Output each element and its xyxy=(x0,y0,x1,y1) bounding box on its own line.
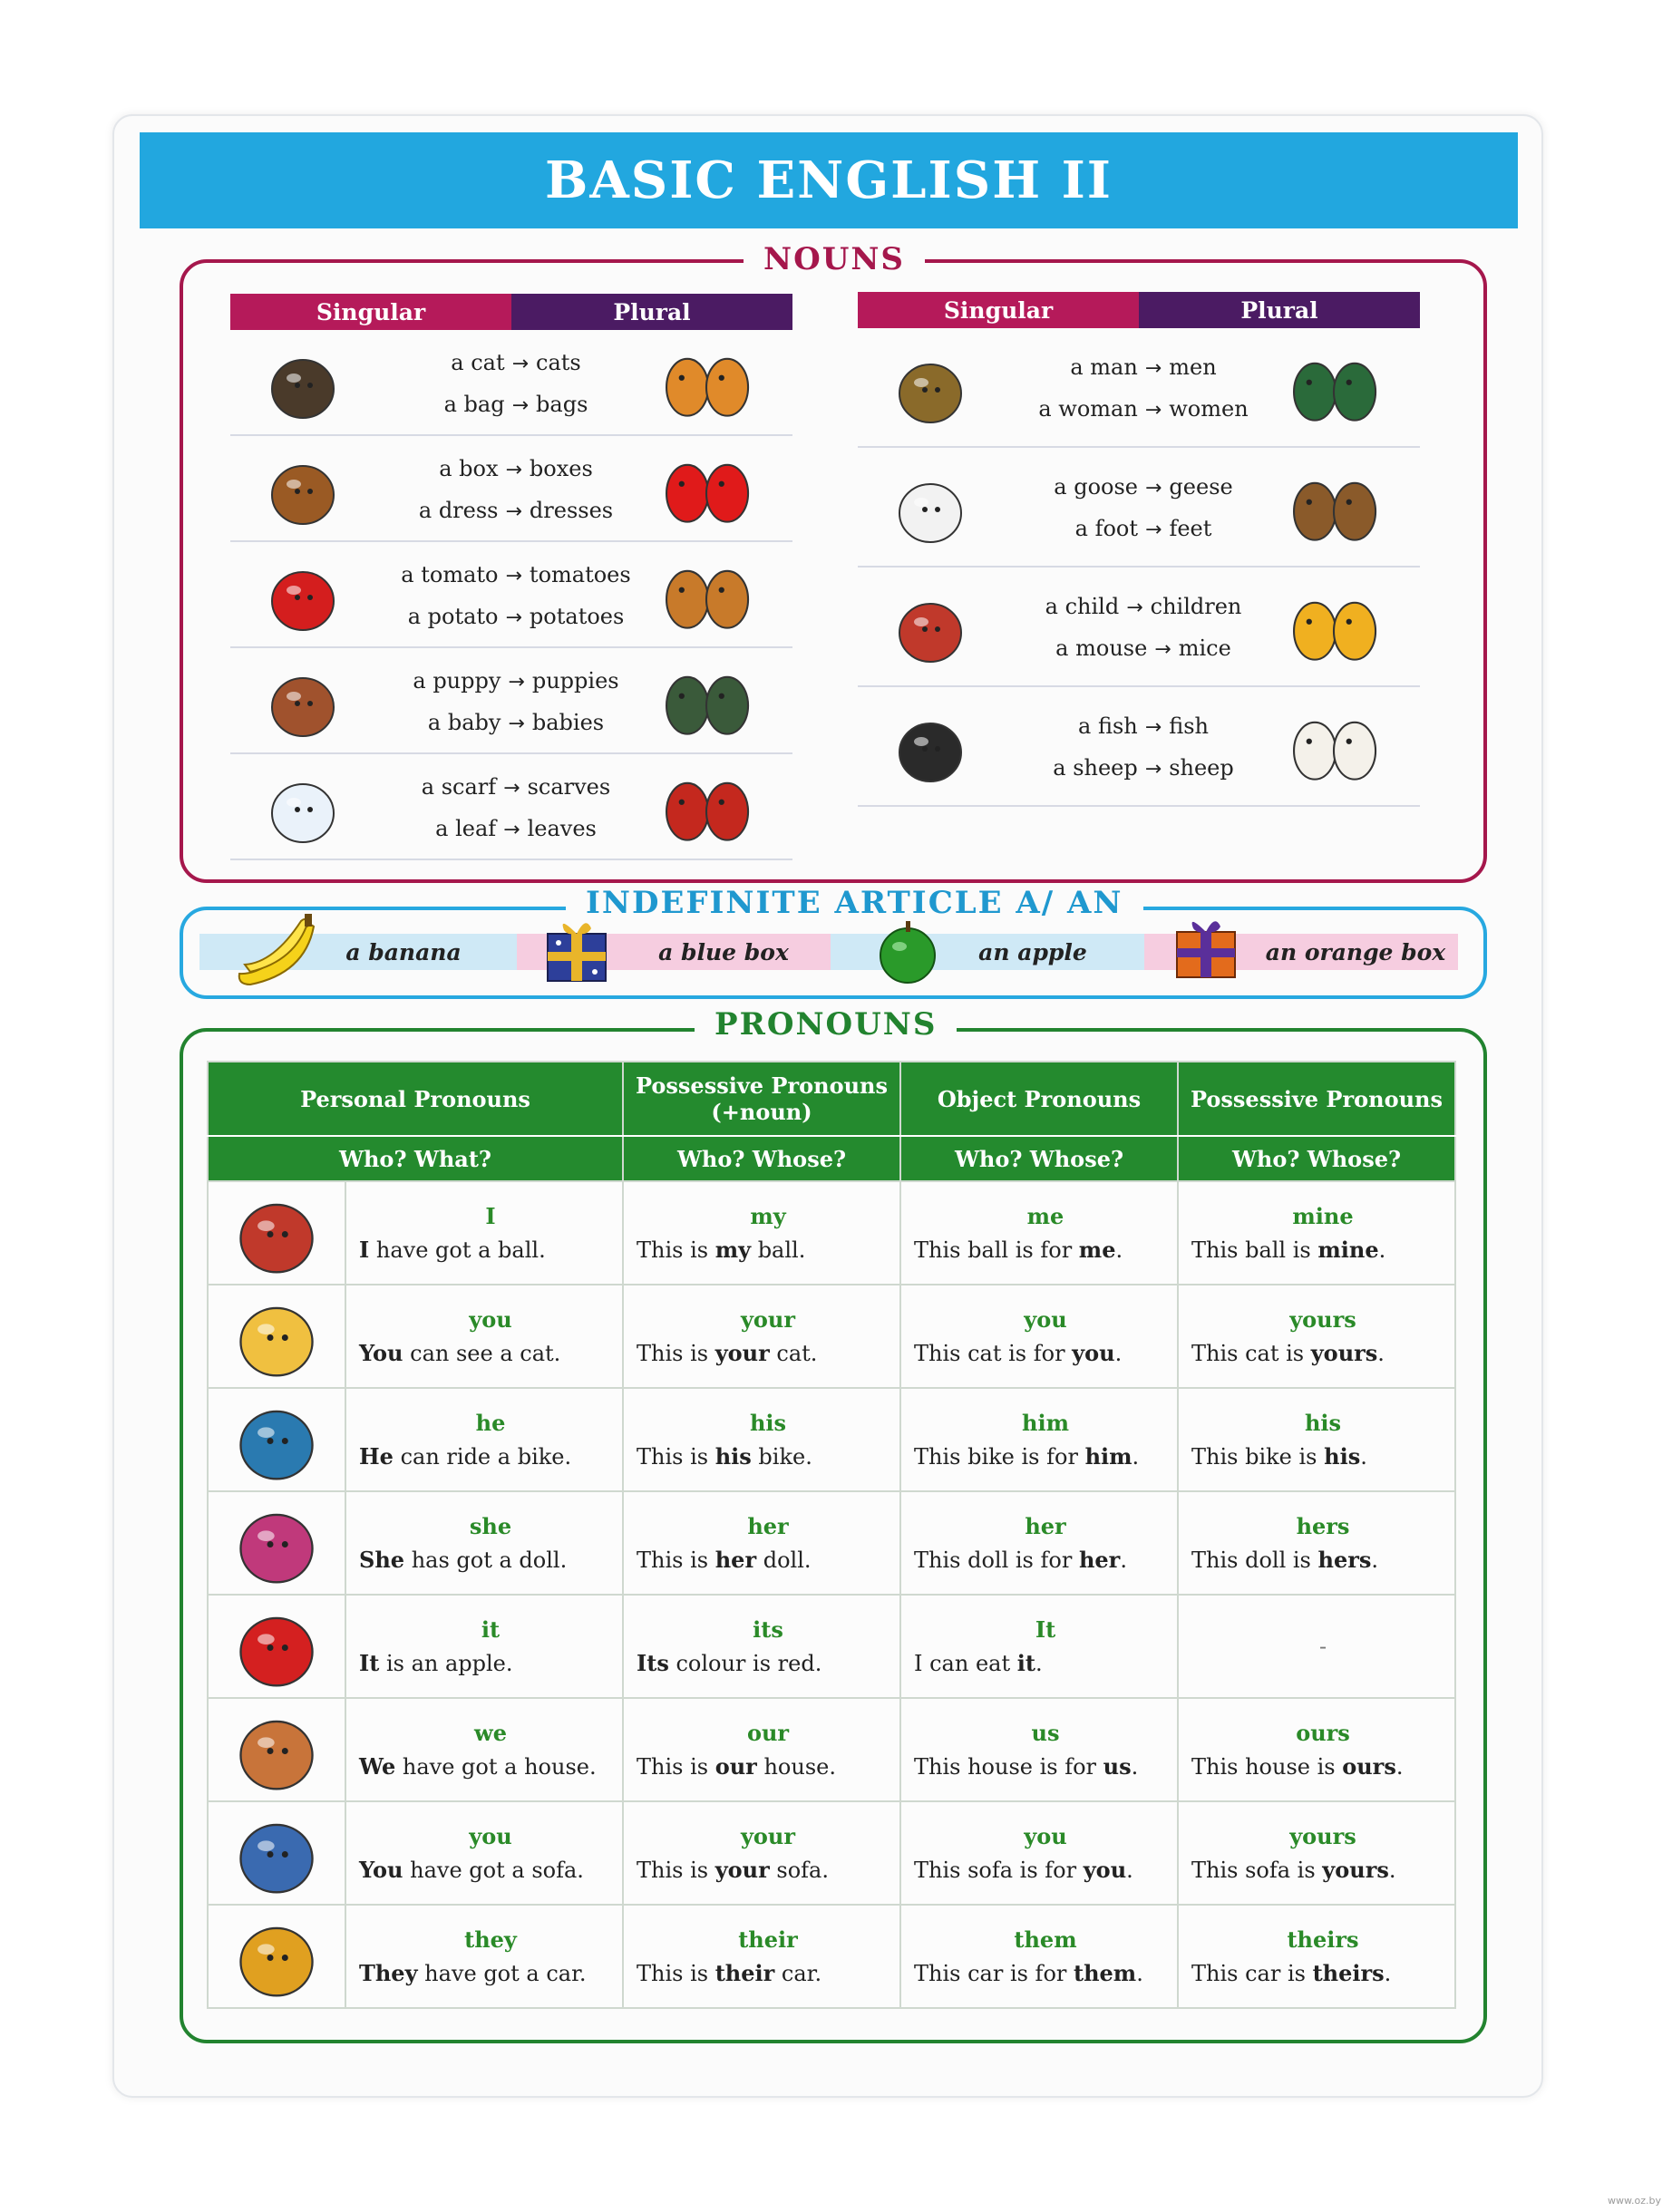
pronoun-example: They have got a car. xyxy=(359,1960,587,1986)
pronoun-keyword: I xyxy=(485,1203,496,1229)
pronoun-keyword: theirs xyxy=(1287,1926,1359,1953)
nouns-right-table xyxy=(858,292,1420,807)
arrow-right-icon: → xyxy=(1144,477,1162,500)
pronoun-row xyxy=(208,1595,1455,1698)
noun-row xyxy=(858,568,1420,687)
pronoun-cell xyxy=(900,1388,1178,1491)
noun-singular: a child xyxy=(1045,594,1120,619)
noun-singular: a leaf xyxy=(435,815,497,841)
noun-plural: potatoes xyxy=(529,603,625,629)
noun-plural: geese xyxy=(1169,474,1233,500)
tomato-icon xyxy=(258,556,348,634)
children-cat-icon xyxy=(222,1289,331,1380)
pronoun-example: I can eat it. xyxy=(914,1650,1043,1676)
noun-row xyxy=(858,448,1420,568)
arrow-right-icon: → xyxy=(505,458,522,481)
noun-plural: scarves xyxy=(527,773,611,800)
pronoun-example: He can ride a bike. xyxy=(359,1443,572,1470)
pronoun-example: This is my ball. xyxy=(637,1237,806,1263)
noun-pair xyxy=(994,347,1293,389)
family-house-icon xyxy=(222,1703,331,1793)
pronoun-keyword: your xyxy=(740,1306,796,1333)
noun-singular: a potato xyxy=(407,603,499,629)
arrow-right-icon: → xyxy=(1154,638,1171,661)
pronoun-cell xyxy=(1178,1181,1455,1285)
col-question-possessive: Who? Whose? xyxy=(1178,1136,1455,1181)
pronoun-cell xyxy=(1178,1491,1455,1595)
pronoun-example: This house is for us. xyxy=(914,1753,1139,1780)
empty-dash: - xyxy=(1318,1634,1327,1659)
col-title-object: Object Pronouns xyxy=(900,1062,1178,1136)
noun-singular: a box xyxy=(439,455,499,481)
pronoun-keyword: it xyxy=(481,1616,501,1643)
pronoun-cell xyxy=(623,1181,900,1285)
pronoun-example: This bike is for him. xyxy=(914,1443,1140,1470)
pronoun-example: This cat is yours. xyxy=(1191,1340,1385,1366)
pronoun-example: This is their car. xyxy=(637,1960,822,1986)
noun-pairs xyxy=(366,343,666,426)
noun-plural: fish xyxy=(1169,713,1209,739)
noun-singular: a goose xyxy=(1054,474,1138,500)
noun-plural: leaves xyxy=(527,815,597,841)
pronoun-cell xyxy=(345,1285,623,1388)
pronoun-keyword: mine xyxy=(1292,1203,1354,1229)
child-icon xyxy=(885,587,976,665)
pronoun-cell xyxy=(623,1285,900,1388)
noun-singular: a baby xyxy=(427,709,501,735)
col-question-possessive-noun: Who? Whose? xyxy=(623,1136,900,1181)
noun-singular: a man xyxy=(1070,354,1138,380)
noun-pairs xyxy=(994,467,1293,550)
noun-singular: a foot xyxy=(1074,516,1138,541)
noun-plural: women xyxy=(1169,396,1249,422)
pronoun-cell xyxy=(623,1801,900,1905)
pronoun-example: This sofa is for you. xyxy=(914,1857,1133,1883)
pronoun-keyword: you xyxy=(469,1823,512,1849)
noun-plural: sheep xyxy=(1169,755,1234,781)
articles-heading: INDEFINITE ARTICLE A/ AN xyxy=(566,885,1143,921)
noun-pair xyxy=(366,703,666,744)
girl-doll-icon xyxy=(222,1496,331,1586)
pronoun-cell xyxy=(345,1388,623,1491)
arrow-right-icon: → xyxy=(1145,519,1162,541)
noun-pairs xyxy=(994,347,1293,431)
nouns-left-header xyxy=(230,294,792,330)
article-an-apple: an apple xyxy=(831,934,1144,970)
pronoun-cell xyxy=(623,1698,900,1801)
pronoun-example: This doll is for her. xyxy=(914,1547,1127,1573)
arrow-right-icon: → xyxy=(505,564,522,587)
pronoun-cell xyxy=(1178,1285,1455,1388)
pronoun-row xyxy=(208,1181,1455,1285)
pronoun-keyword: you xyxy=(469,1306,512,1333)
article-a-banana: a banana xyxy=(199,934,517,970)
pronoun-example: This cat is for you. xyxy=(914,1340,1123,1366)
noun-row xyxy=(230,436,792,542)
pronoun-keyword: my xyxy=(750,1203,786,1229)
noun-plural: boxes xyxy=(529,455,593,481)
pronoun-example: It is an apple. xyxy=(359,1650,513,1676)
noun-pair xyxy=(994,389,1293,431)
pronoun-keyword: he xyxy=(475,1410,506,1436)
noun-pair xyxy=(366,661,666,703)
noun-plural: tomatoes xyxy=(529,561,631,587)
pronoun-cell xyxy=(345,1698,623,1801)
pronoun-keyword: your xyxy=(740,1823,796,1849)
pronoun-cell xyxy=(623,1595,900,1698)
noun-plural: puppies xyxy=(531,667,619,694)
pronoun-picture xyxy=(208,1595,345,1698)
bag-icon xyxy=(258,344,348,422)
pronoun-cell xyxy=(623,1905,900,2008)
pronoun-example: This is your cat. xyxy=(637,1340,818,1366)
noun-pair xyxy=(366,767,666,809)
noun-singular: a mouse xyxy=(1055,635,1148,661)
arrow-right-icon: → xyxy=(1126,597,1143,619)
pronoun-example: We have got a house. xyxy=(359,1753,597,1780)
pronoun-example: You have got a sofa. xyxy=(359,1857,584,1883)
pronoun-picture xyxy=(208,1388,345,1491)
col-question-object: Who? Whose? xyxy=(900,1136,1178,1181)
pronouns-question-row xyxy=(208,1136,1455,1181)
arrow-right-icon: → xyxy=(511,352,530,375)
pronoun-example: This is his bike. xyxy=(637,1443,812,1470)
pronoun-picture xyxy=(208,1698,345,1801)
singular-label: Singular xyxy=(230,294,511,330)
pronoun-row xyxy=(208,1285,1455,1388)
nouns-heading: NOUNS xyxy=(744,241,925,277)
noun-plural: men xyxy=(1169,354,1217,380)
pronoun-cell xyxy=(345,1595,623,1698)
pronoun-example: This doll is hers. xyxy=(1191,1547,1379,1573)
pronoun-cell xyxy=(345,1801,623,1905)
noun-pairs xyxy=(366,449,666,532)
pronoun-keyword: her xyxy=(747,1513,789,1539)
arrow-right-icon: → xyxy=(505,606,522,629)
noun-pair xyxy=(366,809,666,850)
noun-pairs xyxy=(994,587,1293,670)
noun-pairs xyxy=(366,767,666,850)
pronoun-cell xyxy=(900,1905,1178,2008)
pronoun-example: This sofa is yours. xyxy=(1191,1857,1396,1883)
noun-pairs xyxy=(366,555,666,638)
noun-singular: a tomato xyxy=(401,561,499,587)
pronoun-cell xyxy=(1178,1801,1455,1905)
arrow-right-icon: → xyxy=(1144,357,1162,380)
orange-box-icon xyxy=(1170,912,1242,981)
pronoun-row xyxy=(208,1801,1455,1905)
noun-pair xyxy=(366,384,666,426)
noun-pair xyxy=(994,628,1293,670)
pronoun-keyword: their xyxy=(738,1926,798,1953)
noun-singular: a sheep xyxy=(1053,755,1138,781)
col-title-possessive-noun: Possessive Pronouns (+noun) xyxy=(623,1062,900,1136)
pronoun-keyword: they xyxy=(464,1926,517,1953)
family-sofa-icon xyxy=(222,1806,331,1897)
pronoun-keyword: yours xyxy=(1289,1823,1356,1849)
noun-singular: a scarf xyxy=(421,773,497,800)
pronoun-keyword: us xyxy=(1031,1720,1060,1746)
noun-pair xyxy=(366,490,666,532)
arrow-right-icon: → xyxy=(511,393,530,417)
pronouns-header-row xyxy=(208,1062,1455,1136)
col-question-personal: Who? What? xyxy=(208,1136,623,1181)
noun-row xyxy=(230,330,792,436)
arrow-right-icon: → xyxy=(508,712,525,735)
family-car-icon xyxy=(222,1909,331,2000)
singular-label: Singular xyxy=(858,292,1139,328)
pronoun-cell xyxy=(900,1698,1178,1801)
pronoun-example: This is your sofa. xyxy=(637,1857,829,1883)
noun-plural: dresses xyxy=(529,497,614,523)
pronoun-picture xyxy=(208,1801,345,1905)
footnote: www.oz.by xyxy=(1608,2195,1661,2207)
arrow-right-icon: → xyxy=(508,670,525,694)
pronoun-row xyxy=(208,1698,1455,1801)
banana-icon xyxy=(232,910,323,988)
pronoun-cell xyxy=(345,1181,623,1285)
noun-singular: a bag xyxy=(443,391,505,417)
arrow-right-icon: → xyxy=(1144,716,1162,739)
pronouns-heading: PRONOUNS xyxy=(695,1006,957,1043)
noun-pairs xyxy=(366,661,666,744)
noun-pair xyxy=(994,467,1293,509)
pronoun-keyword: him xyxy=(1022,1410,1069,1436)
article-an-orange-box: an orange box xyxy=(1144,934,1458,970)
arrow-right-icon: → xyxy=(1144,758,1162,781)
pronoun-keyword: she xyxy=(469,1513,512,1539)
arrow-right-icon: → xyxy=(505,500,522,523)
noun-plural: babies xyxy=(531,709,605,735)
pronoun-row xyxy=(208,1491,1455,1595)
pronoun-keyword: hers xyxy=(1296,1513,1350,1539)
noun-plural: mice xyxy=(1178,635,1231,661)
pronoun-keyword: me xyxy=(1026,1203,1064,1229)
pronoun-keyword: his xyxy=(1304,1410,1342,1436)
col-title-possessive: Possessive Pronouns xyxy=(1178,1062,1455,1136)
pronoun-cell xyxy=(900,1491,1178,1595)
pronoun-keyword: her xyxy=(1025,1513,1066,1539)
noun-singular: a dress xyxy=(418,497,499,523)
plural-label: Plural xyxy=(1139,292,1420,328)
pronoun-cell xyxy=(1178,1698,1455,1801)
pronoun-keyword: It xyxy=(1035,1616,1056,1643)
pronoun-keyword: you xyxy=(1024,1306,1067,1333)
noun-pair xyxy=(994,748,1293,790)
noun-pair xyxy=(366,449,666,490)
noun-pair xyxy=(366,343,666,384)
blue-box-icon xyxy=(540,916,613,985)
pronoun-cell xyxy=(623,1388,900,1491)
noun-row xyxy=(230,542,792,648)
noun-plural: cats xyxy=(536,349,581,375)
noun-pair xyxy=(366,597,666,638)
noun-pair xyxy=(994,509,1293,550)
pronoun-cell xyxy=(1178,1595,1455,1698)
noun-pair xyxy=(366,555,666,597)
pronoun-example: This house is ours. xyxy=(1191,1753,1404,1780)
pronoun-row xyxy=(208,1388,1455,1491)
pronoun-cell xyxy=(345,1491,623,1595)
pronoun-keyword: ours xyxy=(1296,1720,1350,1746)
noun-singular: a woman xyxy=(1038,396,1138,422)
pronoun-example: Its colour is red. xyxy=(637,1650,822,1676)
pronoun-example: This ball is mine. xyxy=(1191,1237,1386,1263)
pronoun-picture xyxy=(208,1905,345,2008)
noun-pair xyxy=(994,706,1293,748)
pronoun-picture xyxy=(208,1181,345,1285)
pronoun-example: I have got a ball. xyxy=(359,1237,546,1263)
pronoun-example: This is our house. xyxy=(637,1753,836,1780)
pronoun-row xyxy=(208,1905,1455,2008)
arrow-right-icon: → xyxy=(1144,399,1162,422)
pronoun-keyword: his xyxy=(749,1410,787,1436)
noun-singular: a puppy xyxy=(413,667,501,694)
noun-singular: a fish xyxy=(1078,713,1138,739)
pronoun-cell xyxy=(345,1905,623,2008)
pronoun-example: This car is for them. xyxy=(914,1960,1143,1986)
boy-football-icon xyxy=(222,1186,331,1276)
plural-label: Plural xyxy=(511,294,792,330)
pronoun-keyword: our xyxy=(746,1720,790,1746)
noun-row xyxy=(858,687,1420,807)
fish-icon xyxy=(885,707,976,785)
arrow-right-icon: → xyxy=(503,776,520,800)
pronoun-keyword: we xyxy=(474,1720,507,1746)
noun-plural: children xyxy=(1150,594,1242,619)
pronoun-example: This is her doll. xyxy=(637,1547,812,1573)
pronouns-table xyxy=(207,1061,1456,2009)
noun-plural: feet xyxy=(1169,516,1212,541)
pronoun-cell xyxy=(900,1181,1178,1285)
nouns-right-header xyxy=(858,292,1420,328)
pronoun-example: This car is theirs. xyxy=(1191,1960,1392,1986)
pronoun-picture xyxy=(208,1285,345,1388)
pronoun-example: She has got a doll. xyxy=(359,1547,568,1573)
pronoun-keyword: its xyxy=(753,1616,783,1643)
goose-icon xyxy=(885,468,976,546)
noun-singular: a cat xyxy=(451,349,505,375)
man-icon xyxy=(885,348,976,426)
pronoun-keyword: you xyxy=(1024,1823,1067,1849)
boys-bikes-icon xyxy=(222,1392,331,1483)
pronoun-example: This ball is for me. xyxy=(914,1237,1123,1263)
pronoun-picture xyxy=(208,1491,345,1595)
col-title-personal: Personal Pronouns xyxy=(208,1062,623,1136)
pronoun-cell xyxy=(900,1285,1178,1388)
noun-row xyxy=(858,328,1420,448)
arrow-right-icon: → xyxy=(503,818,520,841)
apple-worm-icon xyxy=(222,1599,331,1690)
pronoun-keyword: yours xyxy=(1289,1306,1356,1333)
noun-plural: bags xyxy=(536,391,588,417)
pronoun-example: You can see a cat. xyxy=(359,1340,561,1366)
noun-pairs xyxy=(994,706,1293,790)
noun-pair xyxy=(994,587,1293,628)
noun-row xyxy=(230,754,792,860)
pronoun-example: This bike is his. xyxy=(1191,1443,1367,1470)
box-icon xyxy=(258,450,348,528)
apple-icon xyxy=(876,917,939,986)
pronoun-cell xyxy=(900,1595,1178,1698)
noun-row xyxy=(230,648,792,754)
poster-title: BASIC ENGLISH II xyxy=(545,150,1113,210)
snowman-icon xyxy=(258,768,348,846)
article-a-blue-box: a blue box xyxy=(517,934,831,970)
nouns-left-table xyxy=(230,294,792,860)
pronoun-cell xyxy=(1178,1905,1455,2008)
pronoun-cell xyxy=(1178,1388,1455,1491)
puppy-icon xyxy=(258,662,348,740)
pronoun-keyword: them xyxy=(1014,1926,1077,1953)
pronoun-cell xyxy=(900,1801,1178,1905)
title-banner xyxy=(140,132,1518,228)
pronoun-cell xyxy=(623,1491,900,1595)
